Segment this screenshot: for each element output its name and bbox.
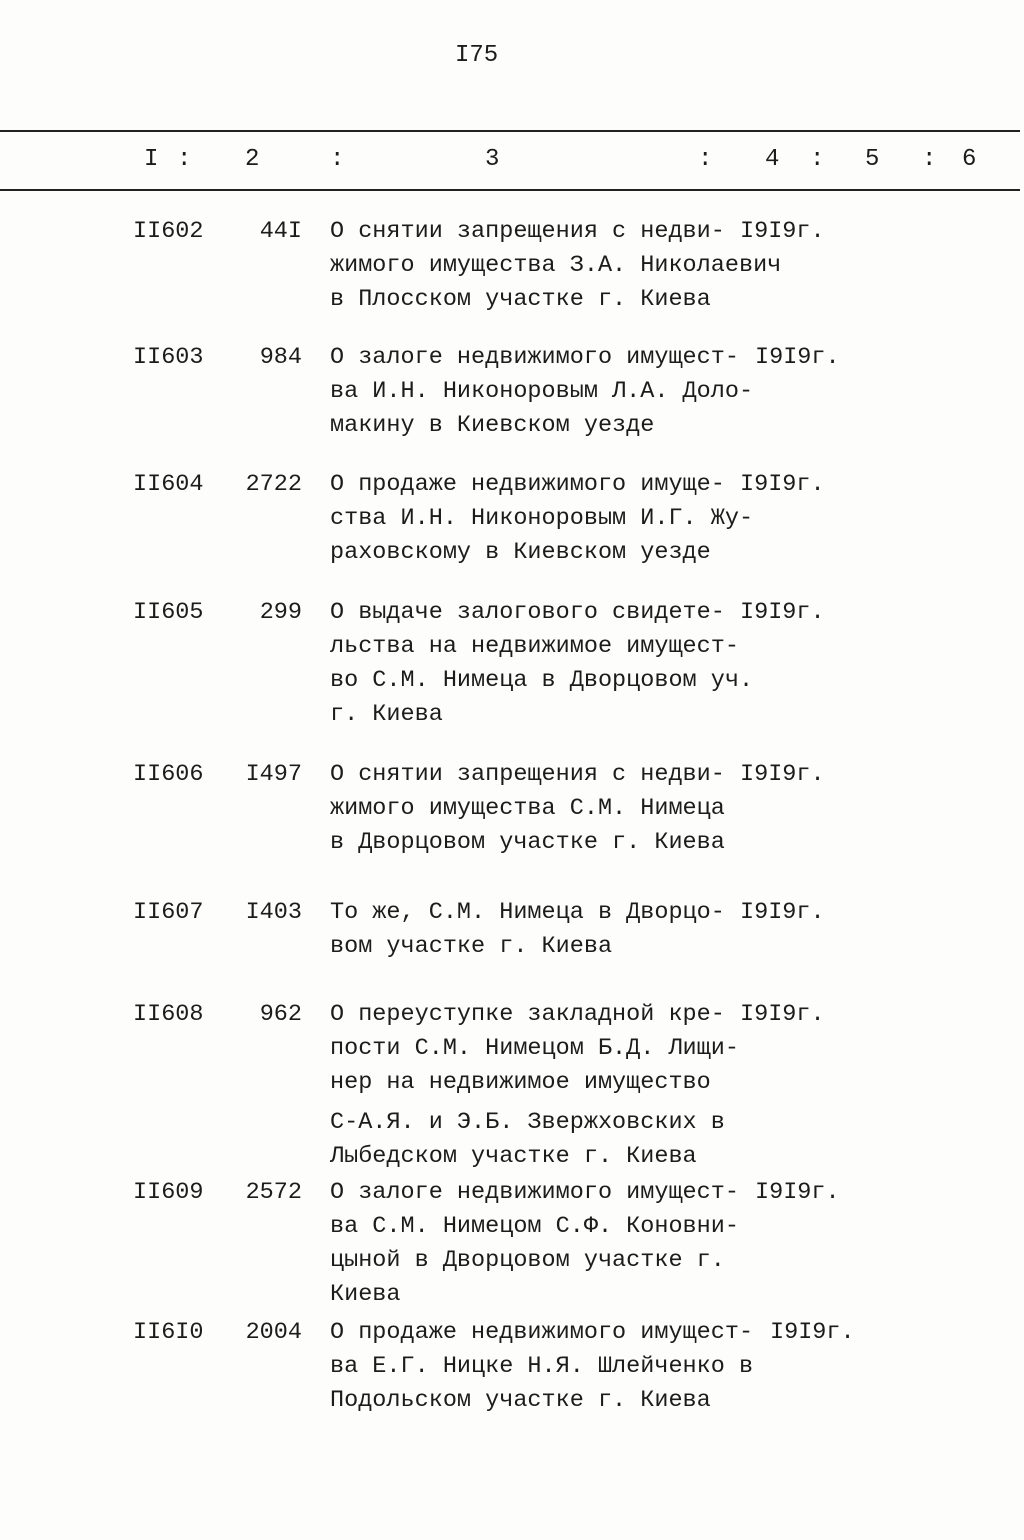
record-number: II605 xyxy=(133,599,204,626)
header-bottom-rule xyxy=(0,189,1020,191)
description-line: О продаже недвижимого имущест- xyxy=(330,1319,754,1346)
column-separator: : xyxy=(177,146,192,173)
reference-number: 984 xyxy=(259,344,302,371)
column-header-5: 5 xyxy=(865,146,880,173)
record-description xyxy=(330,896,725,964)
reference-number: 44I xyxy=(259,218,302,245)
record-description xyxy=(330,341,753,443)
description-line: То же, С.М. Нимеца в Дворцо- xyxy=(330,899,725,926)
description-line: вом участке г. Киева xyxy=(330,933,613,960)
reference-number: I497 xyxy=(245,761,302,788)
description-line: О снятии запрещения с недви- xyxy=(330,761,725,788)
record-number: II603 xyxy=(133,344,204,371)
header-top-rule xyxy=(0,130,1020,132)
record-year: I9I9г. xyxy=(770,1319,855,1346)
record-year: I9I9г. xyxy=(755,344,840,371)
description-line: ва Е.Г. Ницке Н.Я. Шлейченко в xyxy=(330,1353,754,1380)
column-separator: : xyxy=(922,146,937,173)
description-line: раховскому в Киевском уезде xyxy=(330,539,711,566)
description-line: Киева xyxy=(330,1281,401,1308)
reference-number: 2722 xyxy=(245,471,302,498)
description-line: О переуступке закладной кре- xyxy=(330,1001,725,1028)
record-number: II606 xyxy=(133,761,204,788)
record-year: I9I9г. xyxy=(740,218,825,245)
column-header-4: 4 xyxy=(765,146,780,173)
record-description xyxy=(330,1176,739,1312)
reference-number: I403 xyxy=(245,899,302,926)
description-line: льства на недвижимое имущест- xyxy=(330,633,739,660)
description-line: Подольском участке г. Киева xyxy=(330,1387,711,1414)
description-line: в Дворцовом участке г. Киева xyxy=(330,829,725,856)
record-description xyxy=(330,1316,753,1418)
description-line: ва И.Н. Никоноровым Л.А. Доло- xyxy=(330,378,754,405)
column-separator: : xyxy=(330,146,345,173)
record-description xyxy=(330,468,753,570)
description-line: цыной в Дворцовом участке г. xyxy=(330,1247,725,1274)
record-number: II608 xyxy=(133,1001,204,1028)
description-line: жимого имущества З.А. Николаевич xyxy=(330,252,782,279)
column-header-6: 6 xyxy=(962,146,977,173)
description-line: ства И.Н. Никоноровым И.Г. Жу- xyxy=(330,505,754,532)
description-line: О снятии запрещения с недви- xyxy=(330,218,725,245)
description-line: О залоге недвижимого имущест- xyxy=(330,1179,739,1206)
record-year: I9I9г. xyxy=(740,599,825,626)
record-number: II602 xyxy=(133,218,204,245)
record-year: I9I9г. xyxy=(740,471,825,498)
record-description xyxy=(330,998,739,1174)
column-header-2: 2 xyxy=(245,146,260,173)
description-line: О продаже недвижимого имуще- xyxy=(330,471,725,498)
description-line: жимого имущества С.М. Нимеца xyxy=(330,795,725,822)
record-year: I9I9г. xyxy=(755,1179,840,1206)
page-number: I75 xyxy=(455,42,499,69)
record-number: II607 xyxy=(133,899,204,926)
description-line: во С.М. Нимеца в Дворцовом уч. xyxy=(330,667,754,694)
description-line: ва С.М. Нимецом С.Ф. Коновни- xyxy=(330,1213,739,1240)
reference-number: 962 xyxy=(259,1001,302,1028)
description-line: С-А.Я. и Э.Б. Звержховских в xyxy=(330,1109,725,1136)
description-line: г. Киева xyxy=(330,701,443,728)
record-year: I9I9г. xyxy=(740,1001,825,1028)
column-header-1: I xyxy=(144,146,159,173)
record-description xyxy=(330,215,781,317)
reference-number: 299 xyxy=(259,599,302,626)
description-line: нер на недвижимое имущество xyxy=(330,1069,711,1096)
description-line: О залоге недвижимого имущест- xyxy=(330,344,739,371)
column-separator: : xyxy=(698,146,713,173)
record-description xyxy=(330,596,753,732)
description-line: в Плосском участке г. Киева xyxy=(330,286,711,313)
description-line: О выдаче залогового свидете- xyxy=(330,599,725,626)
reference-number: 2572 xyxy=(245,1179,302,1206)
record-year: I9I9г. xyxy=(740,899,825,926)
description-line: макину в Киевском уезде xyxy=(330,412,655,439)
description-line: Лыбедском участке г. Киева xyxy=(330,1143,697,1170)
record-description xyxy=(330,758,725,860)
record-number: II6I0 xyxy=(133,1319,204,1346)
record-number: II604 xyxy=(133,471,204,498)
description-line: пости С.М. Нимецом Б.Д. Лищи- xyxy=(330,1035,739,1062)
record-number: II609 xyxy=(133,1179,204,1206)
column-separator: : xyxy=(810,146,825,173)
reference-number: 2004 xyxy=(245,1319,302,1346)
column-header-3: 3 xyxy=(485,146,500,173)
record-year: I9I9г. xyxy=(740,761,825,788)
